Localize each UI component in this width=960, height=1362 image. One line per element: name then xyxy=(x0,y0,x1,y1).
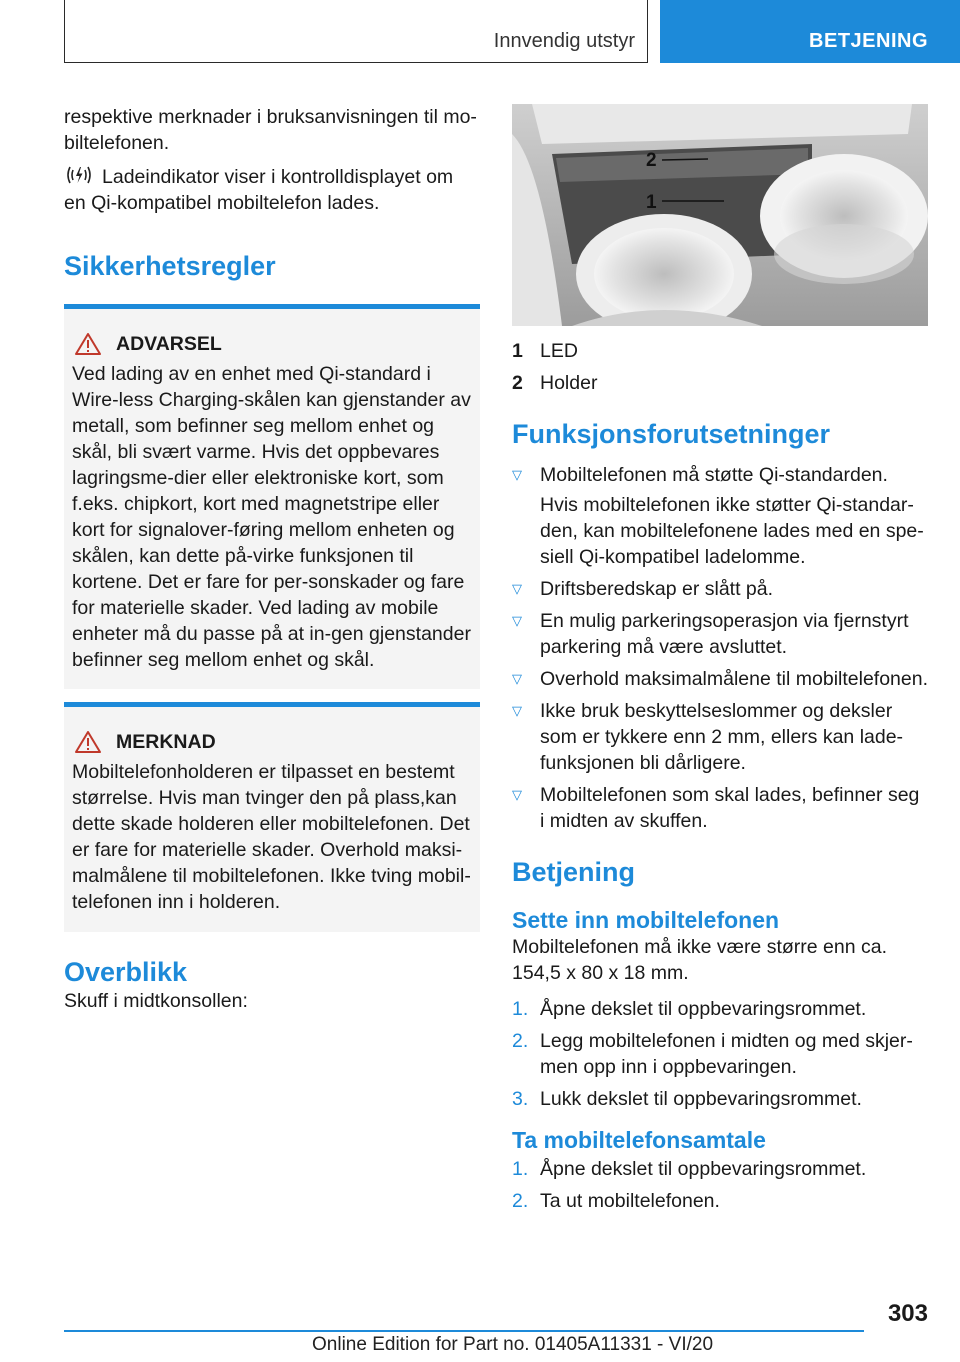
left-column xyxy=(64,104,480,1014)
prereq-heading: Funksjonsforutsetninger xyxy=(512,419,831,449)
notice-text: Mobiltelefonholderen er tilpasset en bestemt størrelse. Hvis man tvinger den på plass,kan dette skade holderen eller mobiltelefonen. Det er fare for materielle skader. Overhold maksi-malmålene til mobiltelefonen. Ikke tving mobil-telefonen inn i holderen. xyxy=(72,761,471,913)
insert-heading: Sette inn mobiltelefonen xyxy=(512,907,780,933)
triangle-bullet-icon: ▽ xyxy=(512,613,522,628)
list-item: 3. Lukk dekslet til oppbevaringsrommet. xyxy=(512,1088,862,1110)
chapter-title: Innvendig utstyr xyxy=(493,30,635,52)
footer-divider xyxy=(64,1330,864,1332)
list-item: 1. Åpne dekslet til oppbevaringsrommet. xyxy=(512,1158,867,1180)
list-item: 1. Åpne dekslet til oppbevaringsrommet. xyxy=(512,998,867,1020)
notice-box xyxy=(64,702,480,932)
overview-text: Skuff i midtkonsollen: xyxy=(64,990,248,1012)
list-item: 2. Legg mobiltelefonen i midten og med skjer-men opp inn i oppbevaringen. xyxy=(512,1030,913,1078)
figure-legend xyxy=(512,338,928,396)
warning-text: Ved lading av en enhet med Qi-standard i Wire-less Charging-skålen kan gjenstander av metall, som befinner seg mellom enhet og skål, bli svært varme. Hvis det oppbevares lagringsme-dier eller elektroniske kort, som f.eks. chipkort, kort med magnetstripe eller kort for signalover-føring mellom enheten og skålen, kan dette på-virke funksjonen til kortene. Det er fare for per-sonskader og fare for materielle skader. Ved lading av mobile enheter må du passe på at in-gen gjenstander befinner seg mellom enhet og skål. xyxy=(72,363,471,671)
header-chapter-box xyxy=(64,0,648,63)
legend-item: 1 LED xyxy=(512,340,578,362)
wireless-charging-icon xyxy=(64,164,94,186)
indicator-text: Ladeindikator viser i kontrolldisplayet om en Qi-kompatibel mobiltelefon lades. xyxy=(64,166,454,214)
right-column xyxy=(512,104,928,1220)
list-item: ▽ Ikke bruk beskyttelseslommer og deksler som er tykkere enn 2 mm, ellers kan lade-funksjonen bli dårligere. xyxy=(512,700,904,774)
triangle-bullet-icon: ▽ xyxy=(512,581,522,596)
remove-steps xyxy=(512,1156,928,1214)
list-item: ▽ Overhold maksimalmålene til mobiltelefonen. xyxy=(512,668,929,690)
operation-heading: Betjening xyxy=(512,857,636,887)
remove-heading: Ta mobiltelefonsamtale xyxy=(512,1127,766,1153)
list-item: ▽ Driftsberedskap er slått på. xyxy=(512,578,774,600)
header-section-tab xyxy=(660,0,960,63)
triangle-bullet-icon: ▽ xyxy=(512,671,522,686)
list-item: 2. Ta ut mobiltelefonen. xyxy=(512,1190,720,1212)
prereq-list xyxy=(512,462,928,834)
triangle-bullet-icon: ▽ xyxy=(512,703,522,718)
console-tray-photo xyxy=(512,104,928,326)
intro-paragraph: respektive merknader i bruksanvisningen til mo-biltelefonen. xyxy=(64,106,477,154)
triangle-bullet-icon: ▽ xyxy=(512,787,522,802)
insert-text: Mobiltelefonen må ikke være større enn ca. 154,5 x 80 x 18 mm. xyxy=(512,936,887,984)
triangle-bullet-icon: ▽ xyxy=(512,467,522,482)
edition-text: Online Edition for Part no. 01405A11331 - VI/20 xyxy=(312,1334,714,1355)
legend-item: 2 Holder xyxy=(512,372,598,394)
page-number: 303 xyxy=(887,1300,928,1327)
warning-title: ADVARSEL xyxy=(116,333,222,355)
warning-triangle-icon xyxy=(74,332,102,356)
warning-box xyxy=(64,304,480,689)
warning-triangle-icon xyxy=(74,730,102,754)
callout-1: 1 xyxy=(646,192,657,213)
list-item: ▽ Mobiltelefonen som skal lades, befinner seg i midten av skuffen. xyxy=(512,784,920,832)
notice-title: MERKNAD xyxy=(116,731,216,753)
section-label: BETJENING xyxy=(809,30,928,52)
list-item-subtext: Hvis mobiltelefonen ikke støtter Qi-standar-den, kan mobiltelefonene lades med en spe-siell Qi-kompatibel ladelomme. xyxy=(540,494,924,568)
list-item: ▽ En mulig parkeringsoperasjon via fjernstyrt parkering må være avsluttet. xyxy=(512,610,909,658)
overview-heading: Overblikk xyxy=(64,957,188,987)
safety-heading: Sikkerhetsregler xyxy=(64,251,276,281)
callout-2: 2 xyxy=(646,150,657,171)
list-item: ▽ Mobiltelefonen må støtte Qi-standarden. xyxy=(512,464,888,486)
insert-steps xyxy=(512,996,928,1112)
indicator-paragraph xyxy=(64,164,480,216)
